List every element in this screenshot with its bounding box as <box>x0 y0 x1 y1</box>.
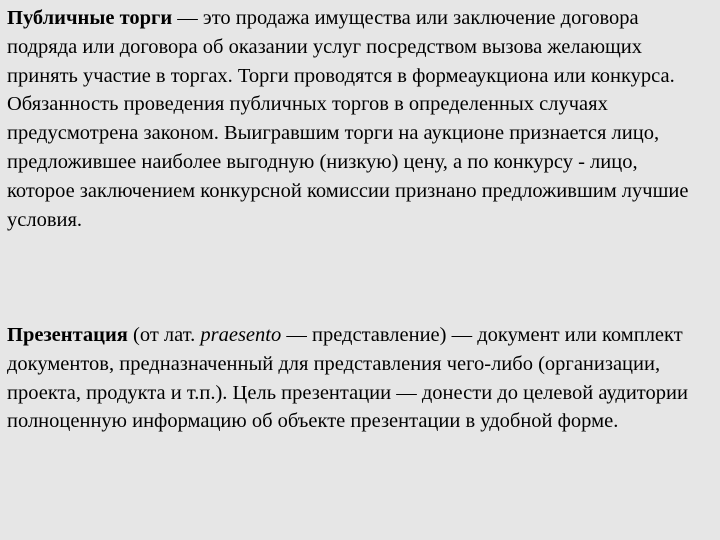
latin-word: praesento <box>200 324 282 346</box>
definition-public-auction: — это продажа имущества или заключение договора подряда или договора об оказании услуг посредством вызова желающих принять участие в торгах. Торги проводятся в формеаукциона или конкурса. Обязанность проведения публичных торгов в определенных случаях предусмотрена законом. Выигравшим торги на аукционе признается лицо, предложившее наиболее выгодную (низкую) цену, а по конкурсу - лицо, которое заключением конкурсной комиссии признано предложившим лучшие условия. <box>7 7 689 231</box>
term-presentation: Презентация <box>7 324 128 346</box>
term-public-auction: Публичные торги <box>7 7 173 29</box>
definition-presentation-prefix: (от лат. <box>127 324 201 346</box>
paragraph-presentation <box>7 321 709 436</box>
definition-presentation-body: — представление) — документ или комплект документов, предназначенный для представления чего-либо (организации, проекта, продукта и т.п.). Цель презентации — донести до целевой аудитории полноценную информацию об объекте презентации в удобной форме. <box>7 324 688 433</box>
paragraph-public-auction <box>7 4 709 234</box>
